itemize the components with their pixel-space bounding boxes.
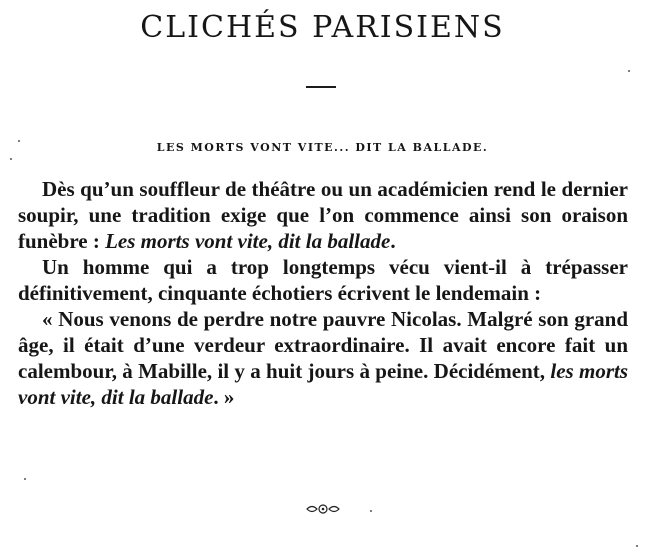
paragraph-3 (18, 306, 628, 410)
body-text (18, 176, 628, 410)
speck (370, 510, 372, 512)
title-rule (306, 86, 336, 88)
section-subtitle: LES MORTS VONT VITE... DIT LA BALLADE. (156, 141, 489, 154)
fleuron-icon (306, 502, 340, 516)
paragraph-1 (18, 176, 628, 254)
paragraph-1-italic: Les morts vont vite, dit la ballade (105, 229, 391, 253)
paragraph-1-text: Dès qu’un souffleur de théâtre ou un académicien rend le dernier soupir, une tradition exige que l’on commence ainsi son oraison funèbre : (18, 177, 628, 253)
speck (10, 158, 12, 160)
paragraph-3-text: « Nous venons de perdre notre pauvre Nicolas. Malgré son grand âge, il était d’une verdeur extraordinaire. Il avait encore fait un calembour, à Mabille, il y a huit jours à peine. Décidément, (18, 307, 628, 383)
speck (636, 545, 638, 547)
paragraph-3-end: . » (213, 385, 235, 409)
speck (24, 478, 26, 480)
speck (18, 140, 20, 142)
page-title: CLICHÉS PARISIENS (140, 10, 505, 45)
paragraph-2: Un homme qui a trop longtemps vécu vient-il à trépasser définitivement, cinquante échotiers écrivent le lendemain : (18, 255, 628, 305)
paragraph-3-italic: les morts vont vite, dit la ballade (18, 359, 629, 409)
paragraph-1-end: . (390, 229, 396, 253)
speck (628, 70, 630, 72)
